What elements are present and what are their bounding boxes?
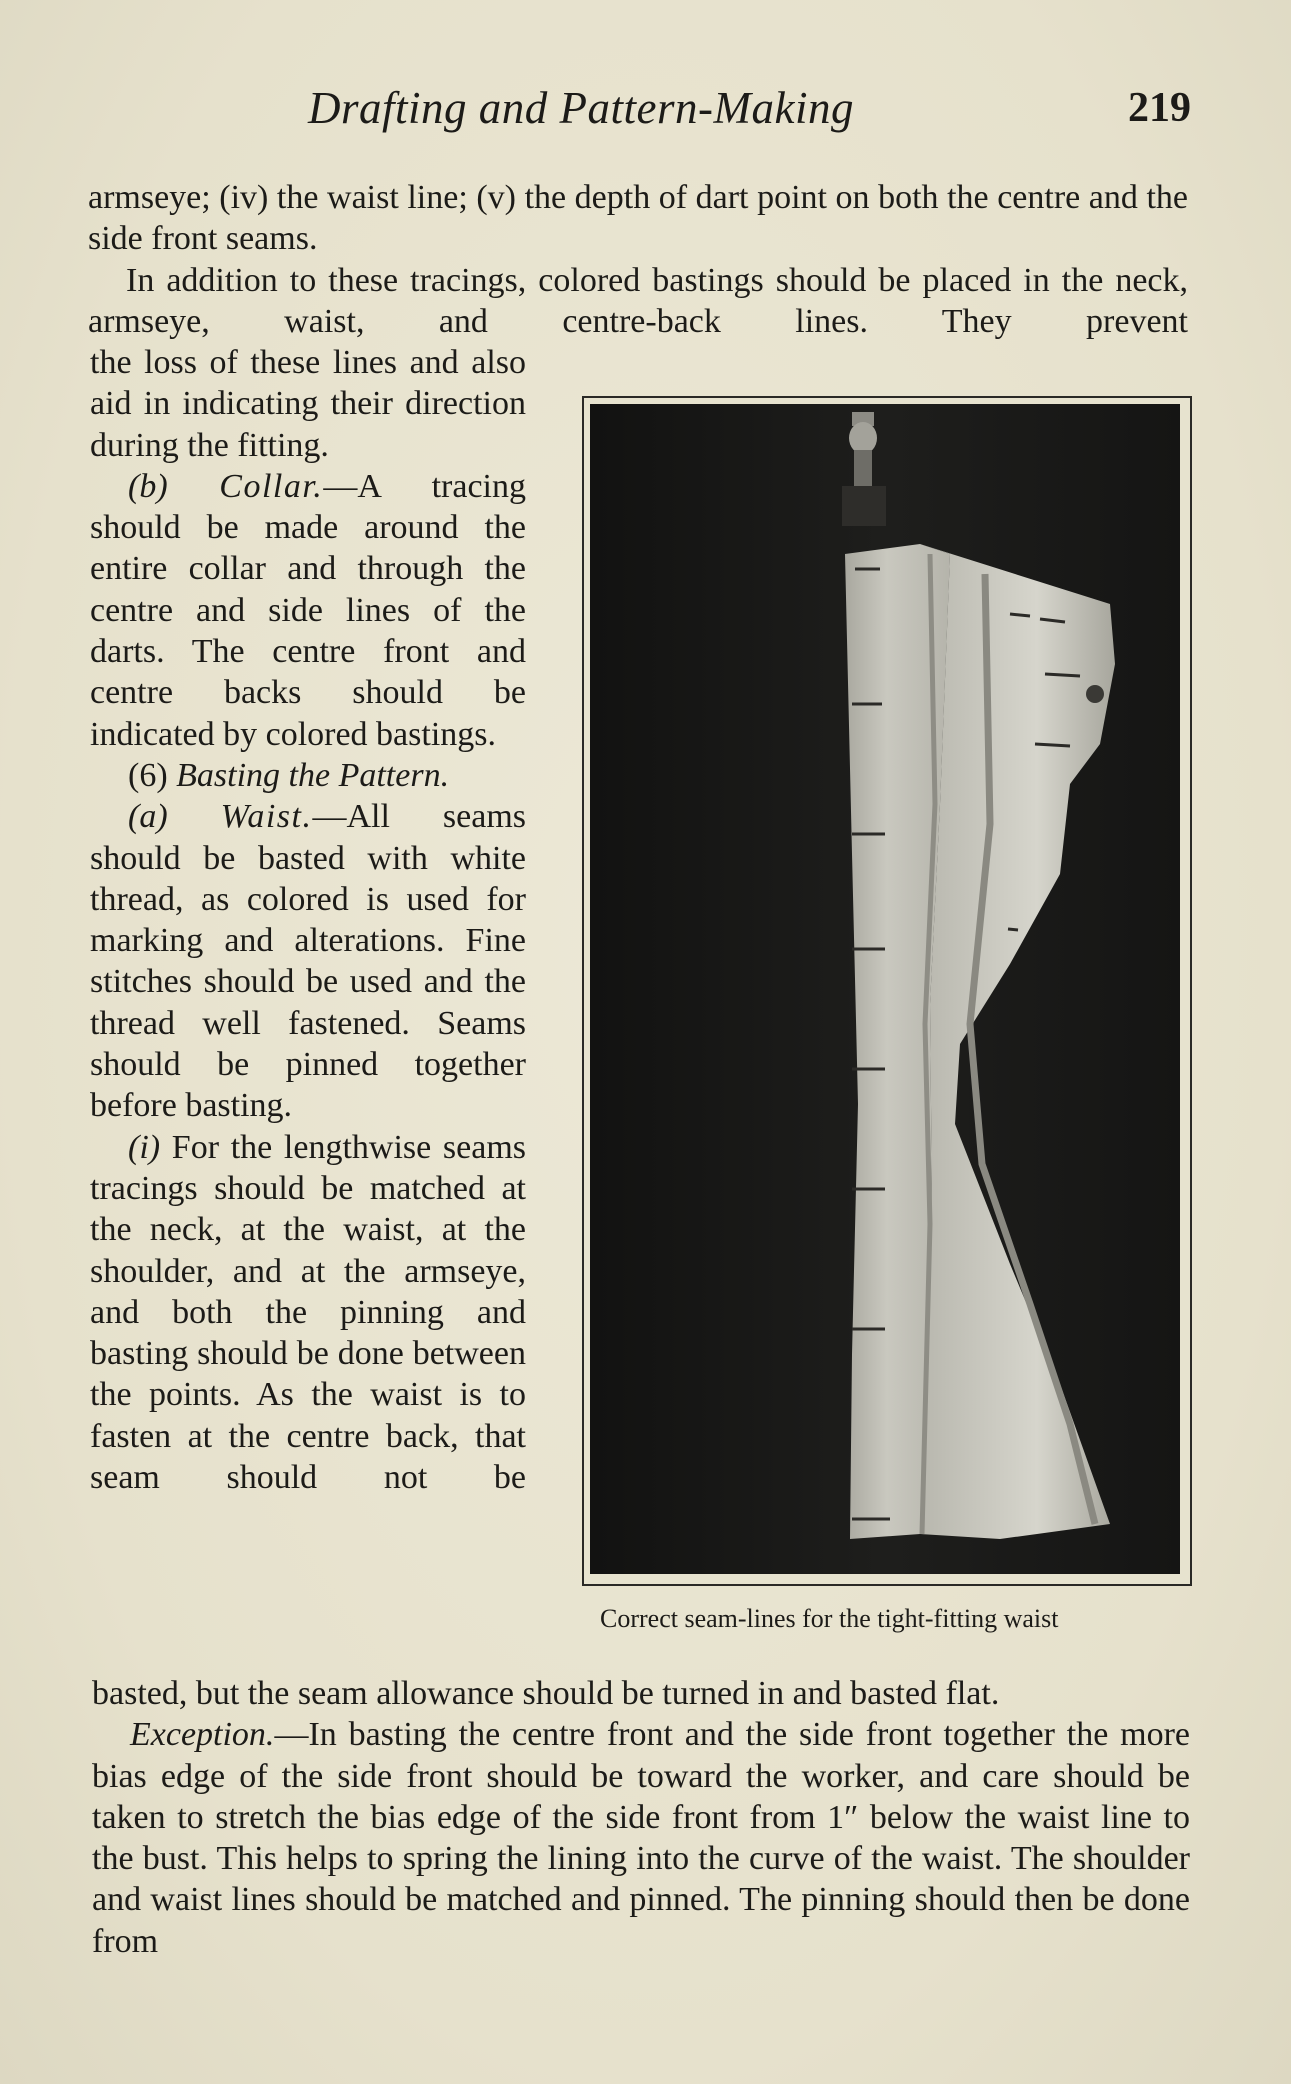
photo-background [590, 404, 1180, 1574]
basting-number: (6) [128, 756, 168, 794]
waist-label: (a) [128, 798, 168, 836]
lengthwise-label: (i) [128, 1128, 161, 1166]
paragraph-exception [92, 1714, 1190, 1962]
collar-text: —A tracing should be made around the entire collar and through the centre and side lines of the darts. The centre front and centre backs should be indicated by colored bastings. [90, 467, 526, 753]
paragraph-lengthwise-seams [90, 1127, 526, 1499]
paragraph-loss-of-lines: the loss of these lines and also aid in indicating their direction during the fitting. [90, 344, 526, 464]
intro-text [88, 177, 1188, 342]
left-column-text [90, 342, 526, 1498]
closing-text [92, 1673, 1190, 1962]
paragraph-colored-bastings: In addition to these tracings, colored bastings should be placed in the neck, armseye, waist, and centre-back lines. They prevent [88, 261, 1188, 340]
exception-title: Exception. [130, 1716, 275, 1754]
waist-lining-illustration [590, 404, 1180, 1574]
figure-caption: Correct seam-lines for the tight-fitting waist [600, 1604, 1059, 1633]
paragraph-basted-flat: basted, but the seam allowance should be turned in and basted flat. [92, 1675, 1000, 1712]
paragraph-armseye: armseye; (iv) the waist line; (v) the depth of dart point on both the centre and the side front seams. [88, 179, 1188, 258]
basting-title: Basting the Pattern. [176, 756, 450, 794]
lengthwise-text: For the lengthwise seams tracings should be matched at the neck, at the waist, at the shoulder, and at the armseye, and both the pinning and basting should be done between the points. As the waist is to fasten at the centre back, that seam should not be [90, 1128, 526, 1497]
running-title: Drafting and Pattern-Making [308, 83, 854, 133]
page-header [90, 82, 1190, 142]
waist-text: —All seams should be basted with white thread, as colored is used for marking and alterations. Fine stitches should be used and the thread well fastened. Seams should be pinned together before basting. [90, 798, 526, 1125]
exception-text: —In basting the centre front and the side front together the more bias edge of the side front should be toward the worker, and care should be taken to stretch the bias edge of the side front from 1″ below the waist line to the bust. This helps to spring the lining into the curve of the waist. The shoulder and waist lines should be matched and pinned. The pinning should then be done from [92, 1716, 1190, 1960]
paragraph-collar [90, 466, 526, 755]
waist-lining-photo [582, 396, 1192, 1586]
paragraph-waist [90, 796, 526, 1126]
pin-head [1086, 685, 1104, 703]
waist-title: Waist. [220, 798, 313, 836]
page-number: 219 [1128, 85, 1191, 131]
collar-label: (b) [128, 467, 168, 505]
collar-title: Collar. [219, 467, 324, 505]
paragraph-basting-heading [90, 755, 526, 796]
